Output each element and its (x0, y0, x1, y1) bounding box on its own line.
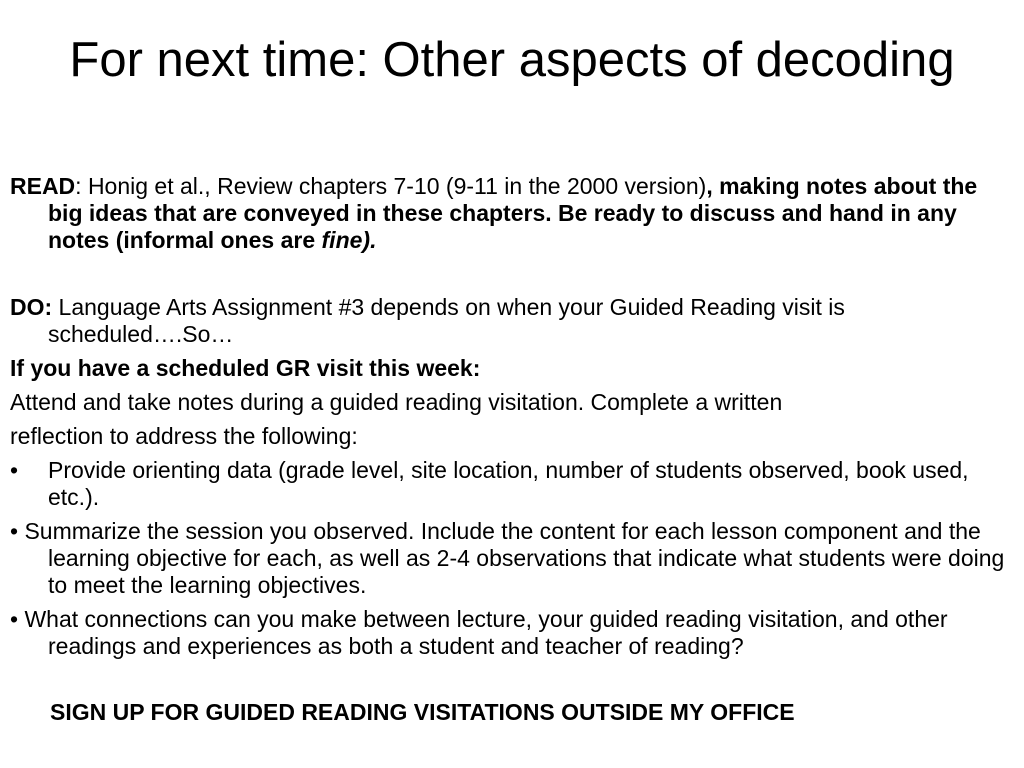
bullet-item-2 (10, 518, 1016, 599)
do-text: Language Arts Assignment #3 depends on when your Guided Reading visit is scheduled….So… (48, 294, 845, 347)
bullet-item-3 (10, 606, 1016, 660)
slide-title: For next time: Other aspects of decoding (69, 33, 955, 87)
read-bold-text: , making notes about the big ideas that are conveyed in these chapters. Be ready to discuss and hand in any notes (informal ones are (48, 173, 978, 253)
read-bold-italic: fine). (321, 227, 377, 253)
bullet-text: Provide orienting data (grade level, site location, number of students observed, book used, etc.). (48, 457, 969, 510)
bullet-item-1 (10, 457, 1016, 511)
do-label: DO: (10, 294, 53, 320)
read-paragraph (10, 173, 1016, 254)
bullet-icon: • (10, 606, 19, 632)
bullet-text: What connections can you make between lecture, your guided reading visitation, and other readings and experiences as both a student and teacher of reading? (18, 606, 948, 659)
bullet-icon: • (10, 457, 19, 483)
bullet-text: Summarize the session you observed. Include the content for each lesson component and the learning objective for each, as well as 2-4 observations that indicate what students were doing to meet the learning objectives. (18, 518, 1005, 598)
do-paragraph (10, 294, 1016, 348)
slide-body (10, 173, 1016, 726)
signup-notice: SIGN UP FOR GUIDED READING VISITATIONS OUTSIDE MY OFFICE (50, 699, 795, 725)
scheduled-heading: If you have a scheduled GR visit this week: (10, 355, 481, 381)
instruction-line-1: Attend and take notes during a guided reading visitation. Complete a written (10, 389, 783, 415)
read-text: : Honig et al., Review chapters 7-10 (9-11 in the 2000 version) (75, 173, 707, 199)
instruction-line-2: reflection to address the following: (10, 423, 358, 449)
bullet-icon: • (10, 518, 19, 544)
read-label: READ (10, 173, 76, 199)
